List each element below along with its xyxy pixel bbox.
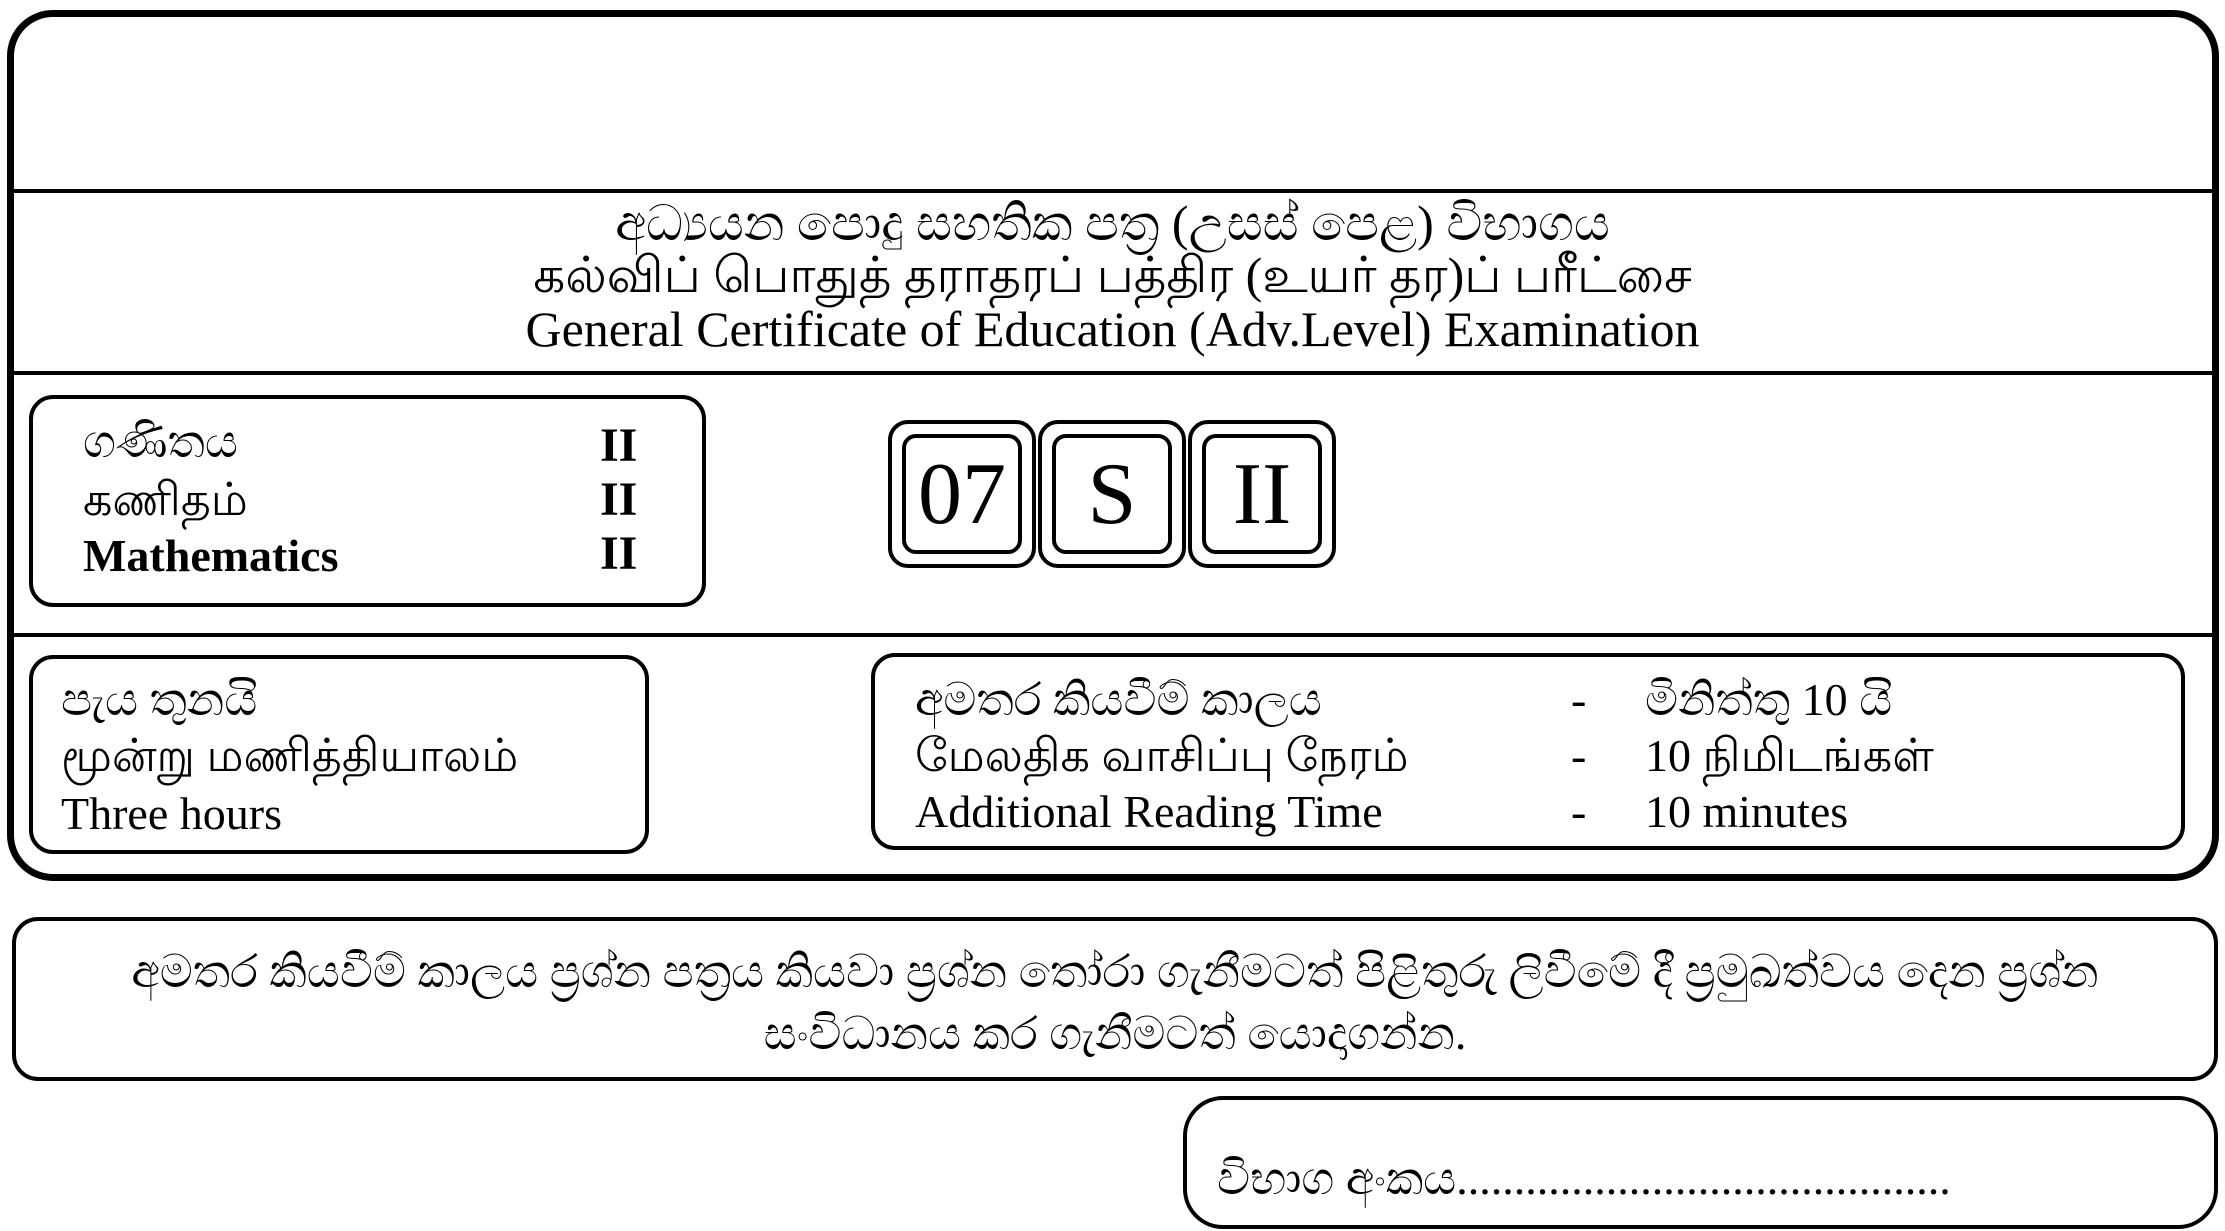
notice-line-1: අමතර කියවීම් කාලය ප්‍රශ්න පත්‍රය කියවා ප්‍රශ්න තෝරා ගැනීමටත් පිළිතුරු ලිවීමේ දී ප්‍රමුඛත්වය දෙන ප්‍රශ්න [131,946,2099,997]
code-box-subject [888,420,1036,568]
exam-title-sinhala: අධ්‍යයන පොදු සහතික පත්‍ර (උසස් පෙළ) විභාගය [615,195,1610,251]
subject-english: Mathematics [83,530,339,581]
subject-tamil: கணிதம் [83,474,248,525]
separator-dash: - [1571,674,1587,725]
reading-label: Additional Reading Time [915,786,1383,837]
duration-english: Three hours [61,788,282,839]
code-box-paper [1188,420,1336,568]
reading-time-table [915,673,2175,853]
reading-label: மேலதிக வாசிப்பு நேரம் [915,730,1409,781]
paper-number-tamil: II [600,473,638,526]
divider [14,633,2212,637]
index-number-field[interactable] [1217,1152,1951,1206]
index-number-dots: ........................................... [1456,1153,1951,1204]
subject-sinhala: ගණිතය [83,416,238,467]
instruction-notice [12,917,2218,1081]
reading-row-sinhala [915,673,2215,727]
reading-value: 10 minutes [1645,786,1849,837]
reading-row-english [915,785,2215,839]
code-box-medium [1038,420,1186,568]
reading-value: 10 நிமிடங்கள் [1645,730,1934,781]
duration-tamil: மூன்று மணித்தியாலம் [61,730,519,781]
code-subject: 07 [902,434,1022,554]
separator-dash: - [1571,730,1587,781]
index-number-box [1183,1096,2218,1229]
index-number-label: විභාග අංකය [1217,1153,1457,1204]
code-paper: II [1202,434,1322,554]
subject-box [29,395,706,607]
notice-line-2: සංවිධානය කර ගැනීමටත් යොදාගන්න. [763,1008,1467,1059]
duration-box [29,655,649,854]
reading-row-tamil [915,729,2215,783]
exam-title-english: General Certificate of Education (Adv.Level) Examination [525,301,1700,357]
paper-number-english: II [600,527,638,580]
code-medium: S [1052,434,1172,554]
paper-number-sinhala: II [600,419,638,472]
divider [14,371,2212,375]
reading-time-box [871,653,2185,850]
duration-sinhala: පැය තුනයි [61,674,258,725]
separator-dash: - [1571,786,1587,837]
exam-title-tamil: கல்விப் பொதுத் தராதரப் பத்திர (உயர் தர)ப் பரீட்சை [533,247,1692,303]
reading-label: අමතර කියවීම් කාලය [915,674,1322,725]
reading-value: මිනිත්තු 10 යි [1645,674,1893,725]
divider [14,189,2212,193]
